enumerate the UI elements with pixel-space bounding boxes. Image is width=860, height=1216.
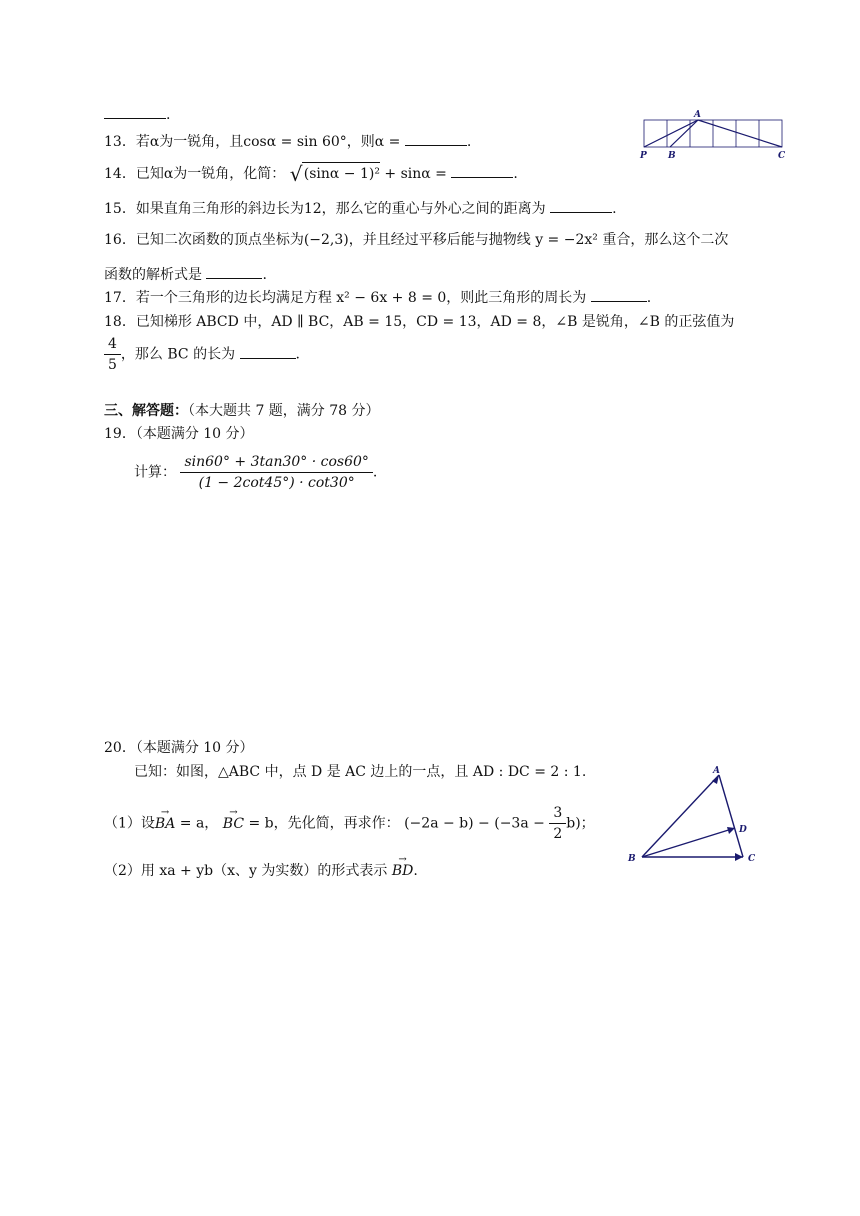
section-3-heading [104, 402, 380, 420]
q17-answer-blank[interactable] [591, 289, 647, 302]
fig2-label-d: D [739, 825, 747, 835]
q18-answer-blank[interactable] [240, 346, 296, 359]
q19-label: 计算： [134, 464, 176, 481]
vector-bd: → BD [392, 862, 414, 880]
q14-answer-blank[interactable] [451, 165, 513, 178]
q18-continuation: ，那么 BC 的长为 [120, 346, 236, 363]
q20-expression: (−2a − b) − (−3a − [404, 815, 545, 832]
question-16 [104, 231, 728, 249]
fig1-label-a: A [694, 110, 701, 120]
fig1-label-c: C [778, 151, 786, 161]
q19-number: 19． [104, 426, 136, 442]
q13-text: 若α为一锐角，且cosα = sin 60°，则α = [135, 134, 401, 150]
q14-text: 已知α为一锐角，化简： [135, 166, 286, 182]
q12-tail: . [104, 106, 170, 124]
question-16-cont: 函数的解析式是 . [104, 267, 267, 283]
section-3-title: 三、解答题： [104, 403, 188, 419]
q15-text: 如果直角三角形的斜边长为12，那么它的重心与外心之间的距离为 [135, 201, 546, 217]
figure-grid-triangle [636, 108, 788, 162]
q20-part-2-text: （2）用 xa + yb（x、y 为实数）的形式表示 [104, 863, 388, 879]
q12-answer-blank[interactable] [104, 106, 166, 119]
q19-score: （本题满分 10 分） [135, 426, 254, 442]
q17-text: 若一个三角形的边长均满足方程 x² − 6x + 8 = 0，则此三角形的周长为 [135, 290, 587, 306]
q20-score: （本题满分 10 分） [135, 740, 254, 756]
q19-fraction: $\frac{\sin 60^\circ + 3\tan 30^\circ \cdot \cos 60^\circ}{(1 - 2\cot 45^\circ) \cdot \cot 30^\circ}$ [180, 452, 372, 493]
fig2-label-b: B [628, 854, 636, 864]
q18-text: 已知梯形 ABCD 中，AD ∥ BC，AB = 15，CD = 13，AD = 8，∠B 是锐角，∠B 的正弦值为 [135, 314, 735, 330]
question-18 [104, 313, 734, 331]
q20-given [134, 763, 586, 781]
q20-part-2: （2）用 xa + yb（x、y 为实数）的形式表示 → BD. [104, 862, 418, 880]
question-19 [104, 425, 254, 443]
q19-expression: 计算： $\frac{\sin 60^\circ + 3\tan 30^\circ \cdot \cos 60^\circ}{(1 - 2\cot 45^\circ) \cdot \cot 30^\circ}$ . [134, 454, 378, 491]
q14-radical: √ (sinα − 1)² [289, 162, 380, 186]
vector-bc: → BC [223, 814, 244, 834]
question-13: 13．若α为一锐角，且cosα = sin 60°，则α = . [104, 134, 472, 150]
question-18-cont: $\frac{4}{5}$ ，那么 BC 的长为 . [104, 334, 300, 375]
q20-fraction: $\frac{3}{2}$ [549, 803, 566, 844]
fig1-label-p: P [640, 151, 647, 161]
question-17: 17．若一个三角形的边长均满足方程 x² − 6x + 8 = 0，则此三角形的周长为 . [104, 290, 652, 306]
question-14: 14．已知α为一锐角，化简： √ (sinα − 1)² + sinα = . [104, 162, 518, 186]
question-15: 15．如果直角三角形的斜边长为12，那么它的重心与外心之间的距离为 . [104, 201, 617, 217]
q16-number: 16． [104, 232, 136, 248]
q20-number: 20． [104, 740, 136, 756]
q15-number: 15． [104, 201, 136, 217]
q13-number: 13． [104, 134, 136, 150]
q16-answer-blank[interactable] [206, 266, 262, 279]
fig2-label-c: C [748, 854, 756, 864]
q16-text: 已知二次函数的顶点坐标为(−2,3)，并且经过平移后能与抛物线 y = −2x² 重合，那么这个二次 [135, 232, 729, 248]
vector-ba: → BA [155, 814, 175, 834]
q14-number: 14． [104, 166, 136, 182]
q13-answer-blank[interactable] [405, 133, 467, 146]
fig1-label-b: B [668, 151, 676, 161]
q18-number: 18． [104, 314, 136, 330]
figure-triangle-abcd [622, 760, 768, 870]
section-3-note: （本大题共 7 题，满分 78 分） [188, 403, 380, 419]
question-20 [104, 739, 254, 757]
q20-given-text: 已知：如图，△ABC 中，点 D 是 AC 边上的一点，且 AD : DC = 2 : 1. [134, 764, 587, 780]
q20-part-1: （1）设→ BA = a， → BC = b，先化简，再求作： (−2a − b) − (−3a − $\frac{3}{2}$ b)； [104, 803, 595, 844]
q17-number: 17． [104, 290, 136, 306]
fig2-label-a: A [713, 766, 720, 776]
q16-continuation: 函数的解析式是 [104, 267, 202, 283]
q15-answer-blank[interactable] [550, 200, 612, 213]
q18-fraction: $\frac{4}{5}$ [104, 334, 121, 375]
q14-post: + sinα = [384, 166, 447, 182]
